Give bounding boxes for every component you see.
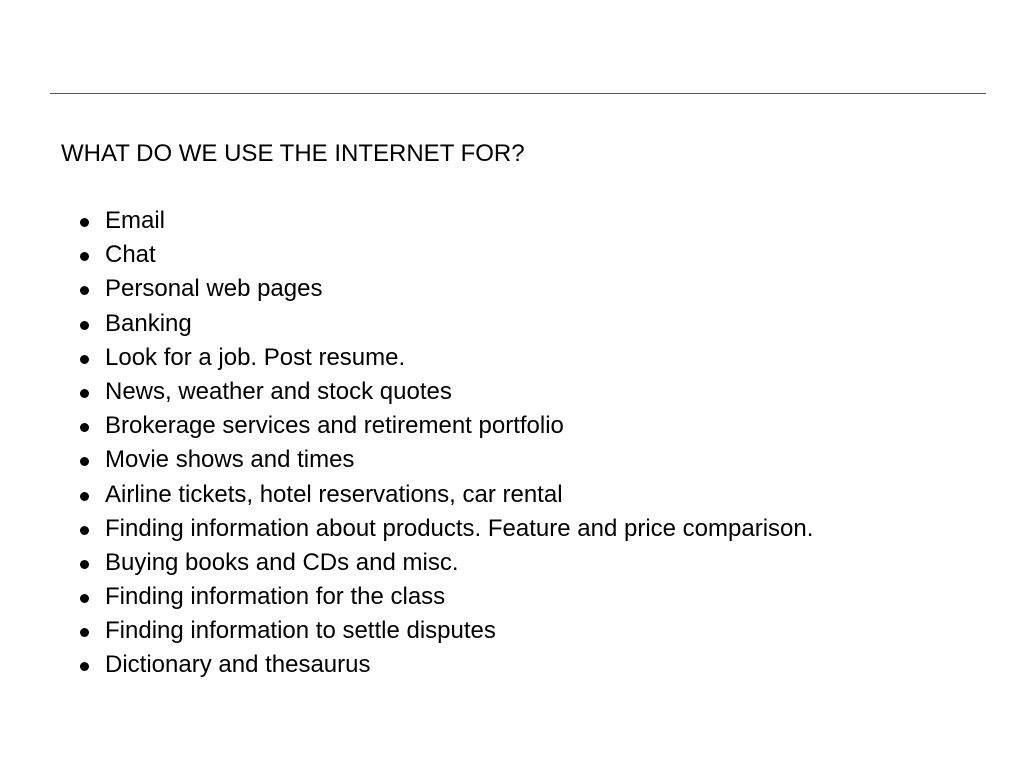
bullet-icon: [80, 355, 89, 364]
list-item-text: Dictionary and thesaurus: [105, 651, 371, 679]
list-item-text: Finding information for the class: [105, 583, 446, 611]
bullet-icon: [80, 526, 89, 535]
bullet-icon: [80, 218, 89, 227]
list-item-text: Buying books and CDs and misc.: [105, 548, 459, 576]
list-item-text: Movie shows and times: [105, 446, 355, 474]
bullet-icon: [80, 321, 89, 330]
list-item-text: Personal web pages: [105, 275, 323, 303]
bullet-icon: [80, 286, 89, 295]
top-divider: [50, 93, 986, 94]
list-item-text: News, weather and stock quotes: [105, 377, 452, 405]
bullet-icon: [80, 423, 89, 432]
list-item-text: Banking: [105, 309, 192, 337]
bullet-icon: [80, 492, 89, 501]
list-item-text: Airline tickets, hotel reservations, car rental: [105, 480, 563, 508]
list-item-text: Finding information about products. Feature and price comparison.: [105, 514, 814, 542]
list-item-text: Brokerage services and retirement portfolio: [105, 412, 564, 440]
bullet-icon: [80, 628, 89, 637]
bullet-icon: [80, 252, 89, 261]
bullet-icon: [80, 560, 89, 569]
list-item-text: Look for a job. Post resume.: [105, 343, 406, 371]
list-item-text: Email: [105, 207, 166, 234]
bullet-icon: [80, 389, 89, 398]
list-item-text: Finding information to settle disputes: [105, 617, 496, 645]
bullet-icon: [80, 662, 89, 671]
bullet-icon: [80, 457, 89, 466]
slide-heading: WHAT DO WE USE THE INTERNET FOR?: [61, 140, 525, 167]
list-item-text: Chat: [105, 241, 156, 269]
bullet-icon: [80, 594, 89, 603]
